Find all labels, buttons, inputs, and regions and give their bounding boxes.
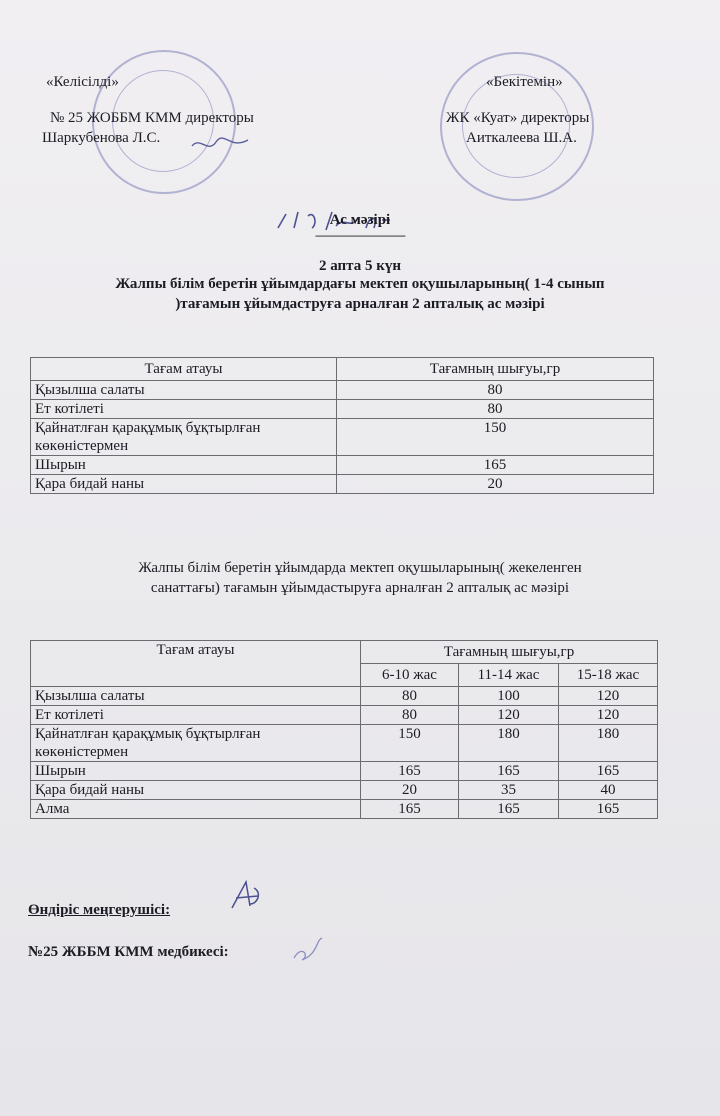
- dish-name: Қайнатлған қарақұмық бұқтырлған көкөністермен: [31, 419, 337, 456]
- yield-age-11-14: 165: [459, 762, 559, 781]
- heading2-line2: санаттағы) тағамын ұйымдастыруға арналған 2 апталық ас мәзірі: [150, 580, 570, 596]
- approval-right-name: Аиткалеева Ш.А.: [466, 130, 577, 146]
- dish-yield: 150: [337, 419, 654, 456]
- column-header-dish: Тағам атауы: [31, 641, 361, 687]
- table-header-row: [31, 358, 654, 381]
- table-row: [31, 381, 654, 400]
- production-manager-signature: [228, 878, 268, 912]
- column-header-age-15-18: 15-18 жас: [559, 664, 658, 687]
- yield-age-15-18: 120: [559, 687, 658, 706]
- dish-name: Қара бидай наны: [31, 781, 361, 800]
- column-header-age-11-14: 11-14 жас: [459, 664, 559, 687]
- director-left-signature: [190, 132, 250, 156]
- approval-right-title: «Бекітемін»: [486, 74, 563, 90]
- dish-name: Шырын: [31, 762, 361, 781]
- dish-name: Ет котілеті: [31, 706, 361, 725]
- table-row: [31, 687, 658, 706]
- yield-age-6-10: 165: [361, 800, 459, 819]
- column-header-yield-group: Тағамның шығуы,гр: [361, 641, 658, 664]
- yield-age-11-14: 100: [459, 687, 559, 706]
- column-header-age-6-10: 6-10 жас: [361, 664, 459, 687]
- dish-name: Ет котілеті: [31, 400, 337, 419]
- yield-age-6-10: 165: [361, 762, 459, 781]
- yield-age-11-14: 180: [459, 725, 559, 762]
- yield-age-6-10: 20: [361, 781, 459, 800]
- dish-yield: 80: [337, 400, 654, 419]
- approval-left-position: № 25 ЖОББМ КММ директоры: [50, 110, 254, 126]
- menu-table-special: [30, 640, 658, 819]
- dish-name: Алма: [31, 800, 361, 819]
- yield-age-6-10: 80: [361, 687, 459, 706]
- heading1-line1: Жалпы білім беретін ұйымдардағы мектеп оқушыларының( 1-4 сынып: [115, 276, 605, 292]
- school-nurse-label: №25 ЖББМ КММ медбикесі:: [28, 944, 229, 960]
- dish-yield: 165: [337, 456, 654, 475]
- yield-age-11-14: 165: [459, 800, 559, 819]
- title-underline: ------------------------------: [315, 228, 405, 242]
- heading1-line2: )тағамын ұйымдаструға арналған 2 апталық ас мәзірі: [175, 296, 545, 312]
- table-row: [31, 400, 654, 419]
- dish-name: Қызылша салаты: [31, 687, 361, 706]
- menu-table-primary: [30, 357, 654, 494]
- dish-name: Шырын: [31, 456, 337, 475]
- dish-name: Қайнатлған қарақұмық бұқтырлған көкөністермен: [31, 725, 361, 762]
- school-nurse-signature: [288, 934, 328, 964]
- approval-right-position: ЖК «Куат» директоры: [446, 110, 590, 126]
- yield-age-11-14: 120: [459, 706, 559, 725]
- column-header-dish: Тағам атауы: [31, 358, 337, 381]
- yield-age-15-18: 120: [559, 706, 658, 725]
- dish-yield: 80: [337, 381, 654, 400]
- yield-age-15-18: 180: [559, 725, 658, 762]
- yield-age-15-18: 165: [559, 762, 658, 781]
- table-row: [31, 419, 654, 456]
- table-row: [31, 725, 658, 762]
- yield-age-11-14: 35: [459, 781, 559, 800]
- table-header-row: [31, 641, 658, 664]
- table-row: [31, 781, 658, 800]
- table-row: [31, 475, 654, 494]
- heading2-line1: Жалпы білім беретін ұйымдарда мектеп оқушыларының( жекеленген: [138, 560, 582, 576]
- yield-age-15-18: 40: [559, 781, 658, 800]
- approval-left-title: «Келісілді»: [46, 74, 119, 90]
- table-row: [31, 762, 658, 781]
- production-manager-label: Өндіріс меңгерушісі:: [28, 902, 171, 918]
- approval-left-name: Шаркубенова Л.С.: [42, 130, 161, 146]
- dish-yield: 20: [337, 475, 654, 494]
- column-header-yield: Тағамның шығуы,гр: [337, 358, 654, 381]
- table-row: [31, 456, 654, 475]
- yield-age-6-10: 80: [361, 706, 459, 725]
- dish-name: Қызылша салаты: [31, 381, 337, 400]
- dish-name: Қара бидай наны: [31, 475, 337, 494]
- yield-age-6-10: 150: [361, 725, 459, 762]
- yield-age-15-18: 165: [559, 800, 658, 819]
- menu-title: Ас мәзірі: [329, 212, 391, 228]
- table-row: [31, 800, 658, 819]
- table-row: [31, 706, 658, 725]
- week-day-label: 2 апта 5 күн: [318, 258, 402, 274]
